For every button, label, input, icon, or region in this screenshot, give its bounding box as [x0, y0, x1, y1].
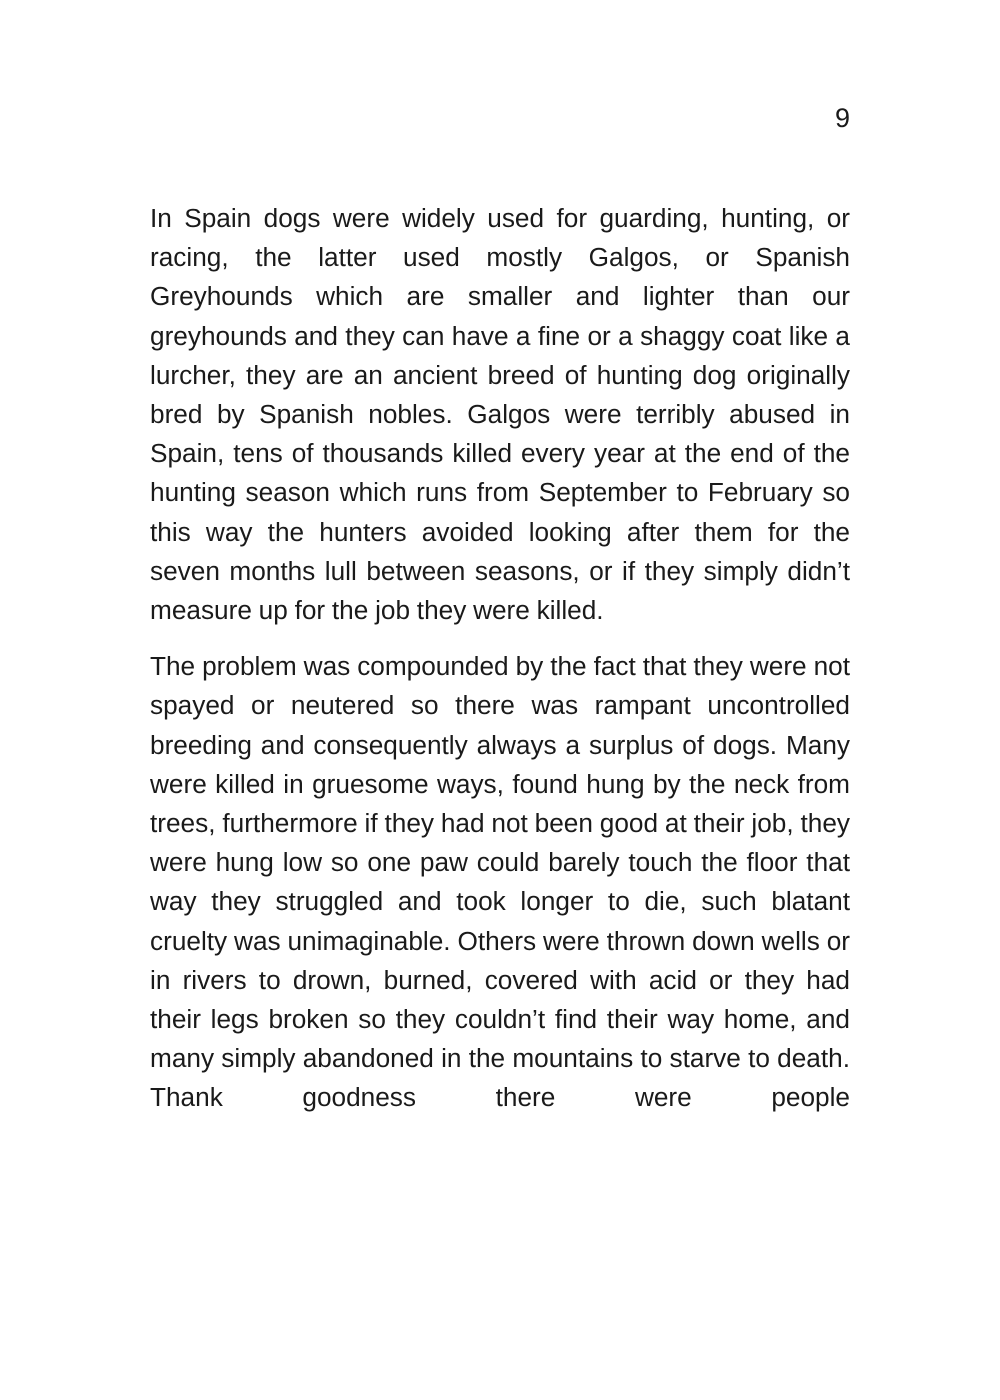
paragraph-2: The problem was compounded by the fact that they were not spayed or neutered so there was rampant uncontrolled breeding and consequently always a surplus of dogs. Many were killed in gruesome ways, found hung by the neck from trees, furthermore if they had not been good at their job, they were hung low so one paw could barely touch the floor that way they struggled and took longer to die, such blatant cruelty was unimaginable. Others were thrown down wells or in rivers to drown, burned, covered with acid or they had their legs broken so they couldn’t find their way home, and many simply abandoned in the mountains to starve to death. Thank goodness there were people [150, 651, 850, 1113]
page-number: 9 [834, 103, 850, 133]
body-text [150, 199, 850, 1135]
paragraph-1: In Spain dogs were widely used for guarding, hunting, or racing, the latter used mostly Galgos, or Spanish Greyhounds which are smaller and lighter than our greyhounds and they can have a fine or a shaggy coat like a lurcher, they are an ancient breed of hunting dog originally bred by Spanish nobles. Galgos were terribly abused in Spain, tens of thousands killed every year at the end of the hunting season which runs from September to February so this way the hunters avoided looking after them for the seven months lull between seasons, or if they simply didn’t measure up for the job they were killed. [150, 203, 850, 626]
